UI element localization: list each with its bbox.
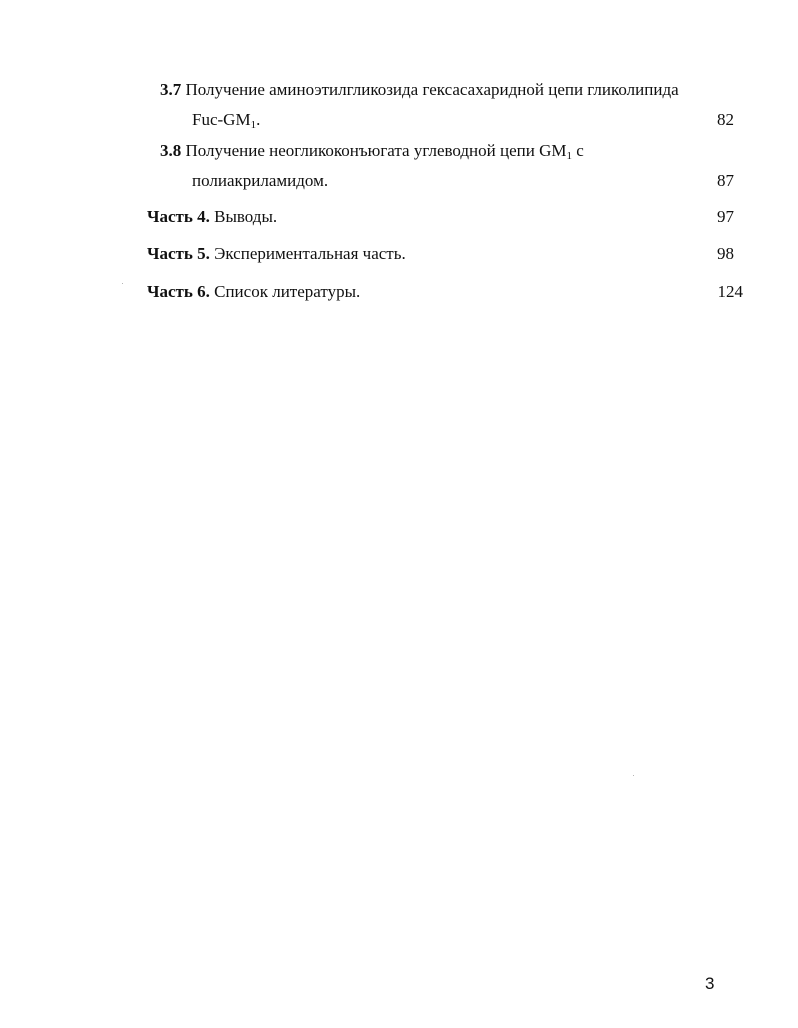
toc-entry-3-7-number: 3.7 xyxy=(160,80,182,99)
page-number: 3 xyxy=(705,974,715,993)
toc-entry-3-7-title xyxy=(160,80,679,100)
toc-entry-part-4-label: Часть 4. xyxy=(147,207,210,226)
toc-entry-3-8-title-cont: полиакриламидом. xyxy=(192,171,329,190)
toc-entry-part-6 xyxy=(147,282,360,302)
toc-entry-part-5-page: 98 xyxy=(717,244,734,263)
toc-entry-3-8-number: 3.8 xyxy=(160,141,182,160)
toc-entry-part-4 xyxy=(147,207,277,227)
toc-entry-part-6-page: 124 xyxy=(717,282,743,301)
scan-speck xyxy=(633,775,634,776)
toc-entry-part-6-title: Список литературы. xyxy=(209,282,361,301)
toc-entry-3-8-title: 3.8 Получение неогликоконъюгата углеводной цепи $GM_1$ с xyxy=(160,141,584,162)
toc-entry-part-4-title: Выводы. xyxy=(209,207,278,226)
toc-entry-3-7-title-line1: Получение аминоэтилгликозида гексасахаридной цепи гликолипида xyxy=(185,80,679,99)
toc-entry-3-7-page: 82 xyxy=(717,110,734,129)
toc-entry-3-7-title-cont: Fuc-$GM_1$. xyxy=(192,110,261,131)
toc-entry-3-8-page: 87 xyxy=(717,171,734,190)
toc-entry-part-6-label: Часть 6. xyxy=(147,282,210,301)
toc-entry-part-5-title: Экспериментальная часть. xyxy=(209,244,406,263)
scan-speck xyxy=(122,283,123,284)
toc-entry-part-4-page: 97 xyxy=(717,207,734,226)
toc-entry-part-5-label: Часть 5. xyxy=(147,244,210,263)
toc-entry-part-5 xyxy=(147,244,406,264)
